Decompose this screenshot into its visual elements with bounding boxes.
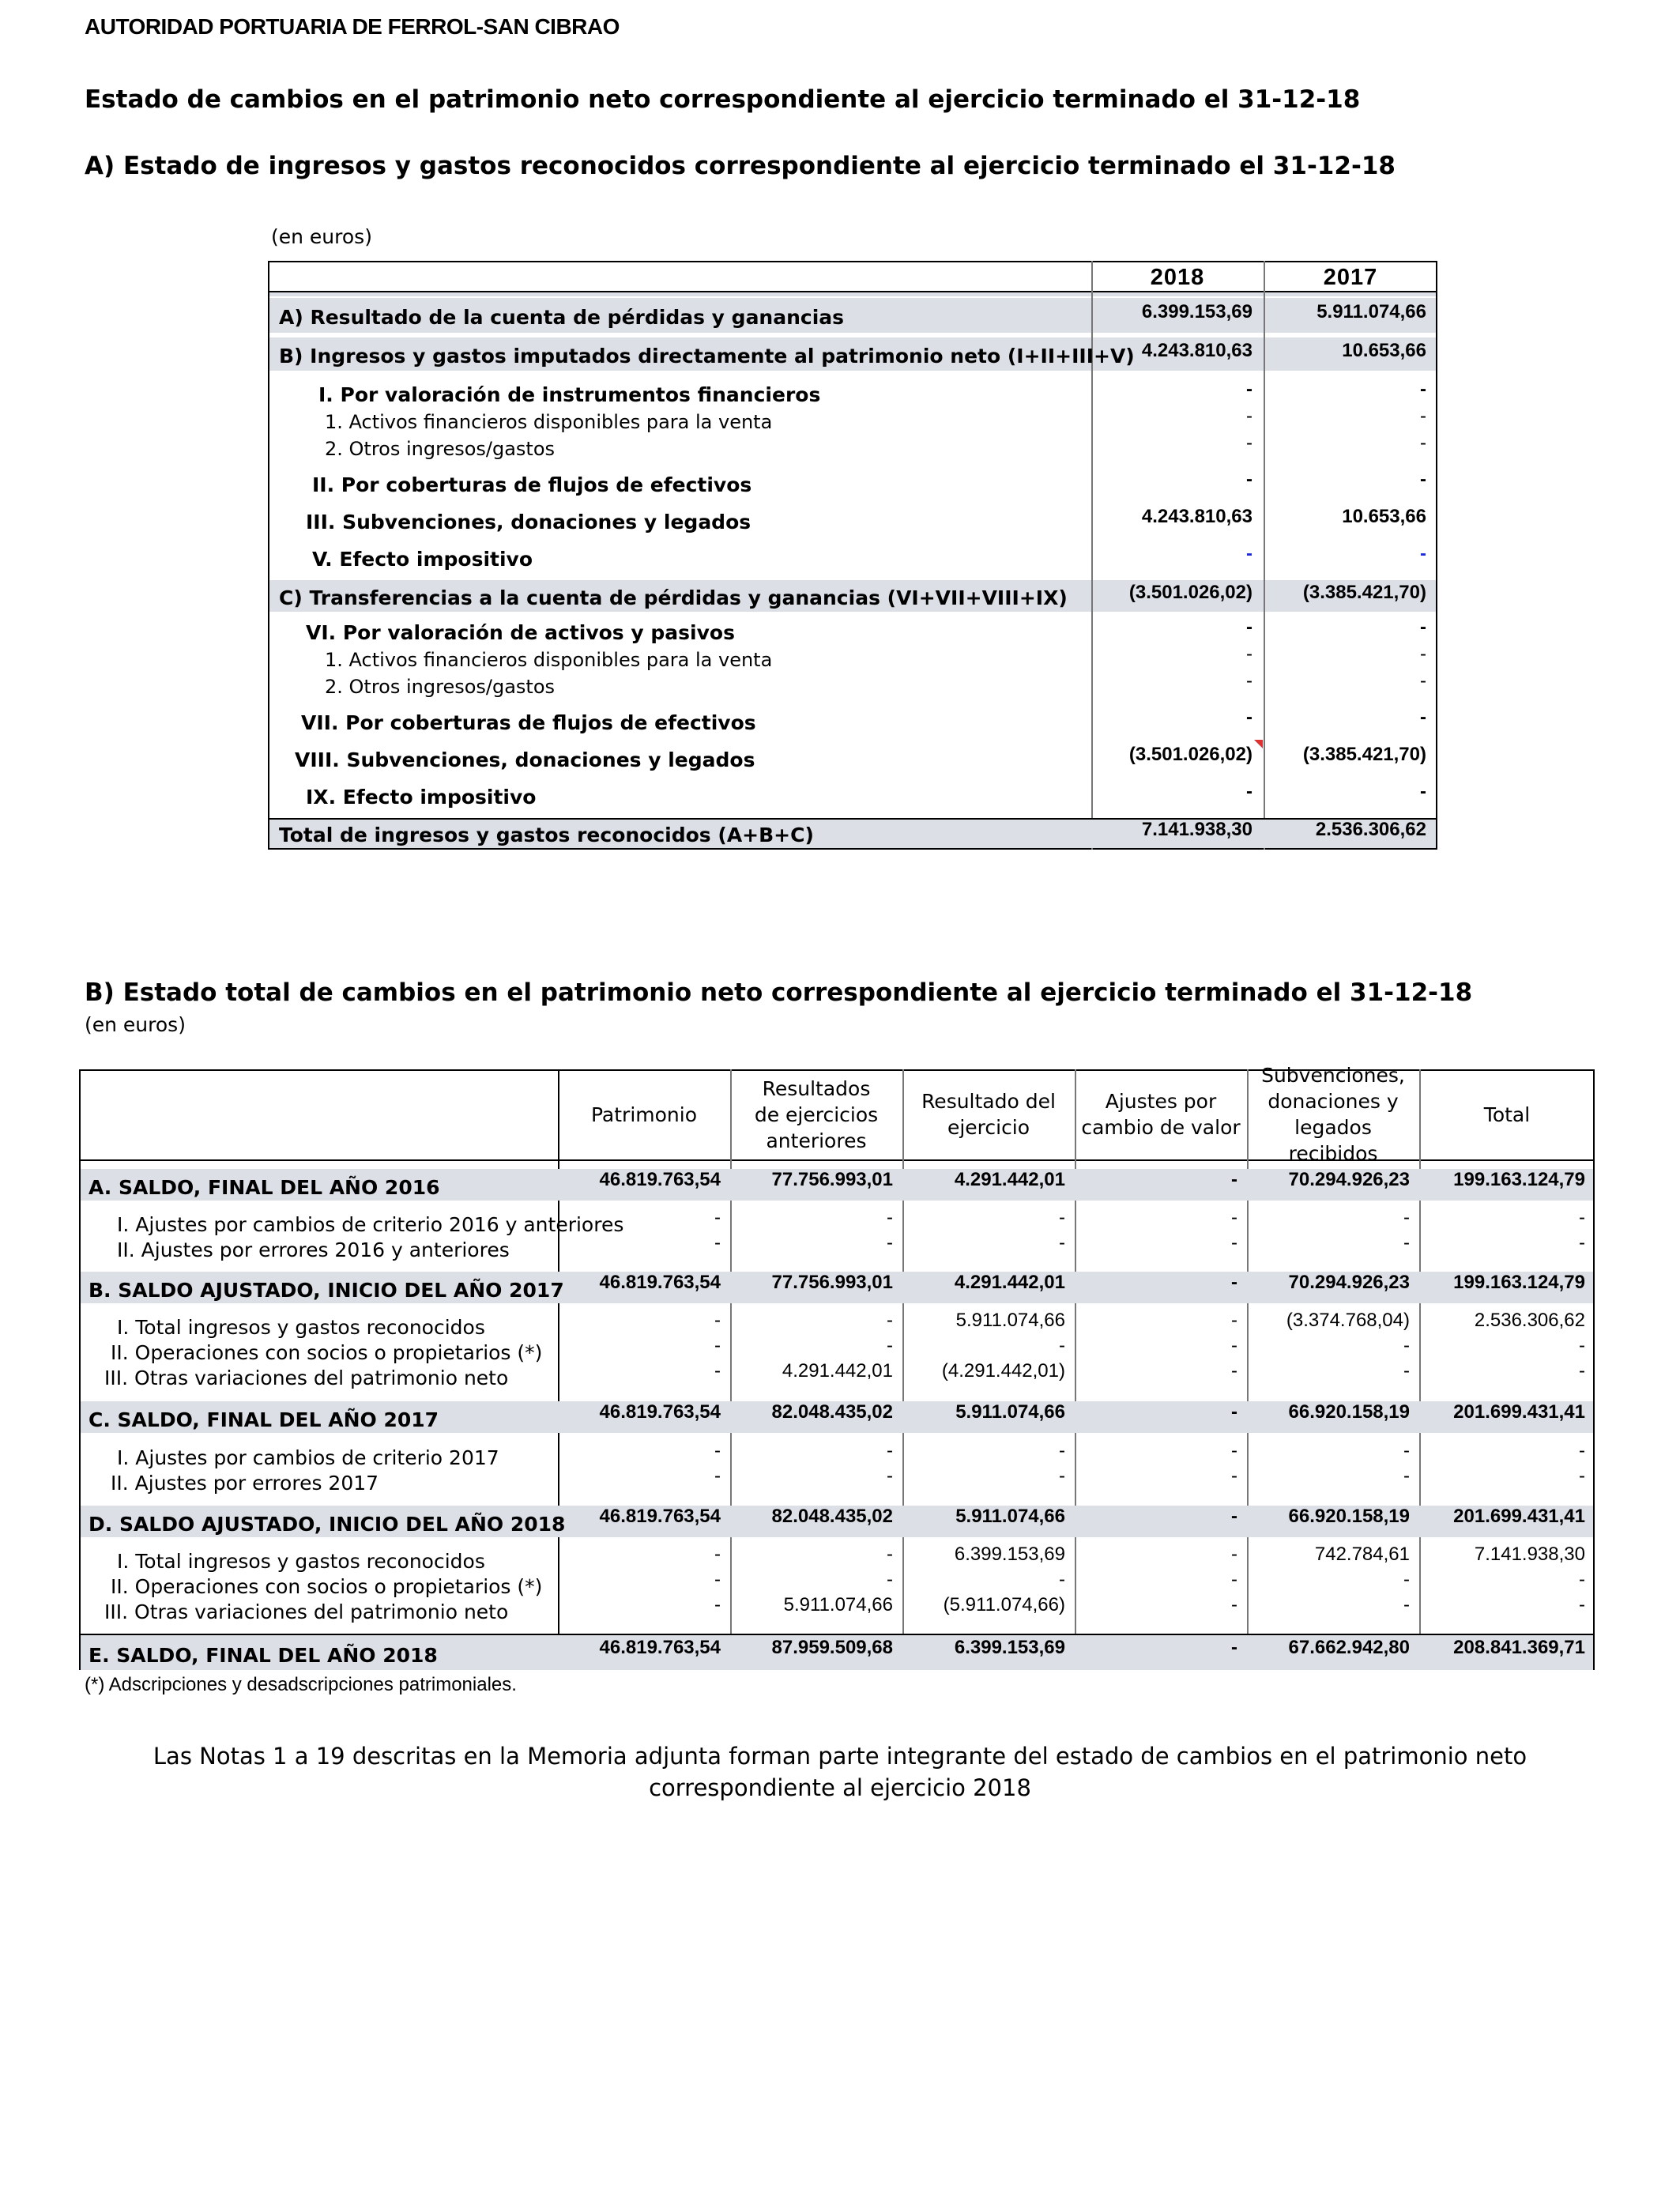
column-header xyxy=(558,1069,730,1159)
table-b-row-label: I. Ajustes por cambios de criterio 2017 xyxy=(117,1446,499,1469)
table-b-row-label: C. SALDO, FINAL DEL AÑO 2017 xyxy=(89,1408,439,1431)
table-b-cell: 5.911.074,66 xyxy=(783,1594,893,1615)
table-b-cell: - xyxy=(714,1310,721,1331)
table-b-row-label: I. Total ingresos y gastos reconocidos xyxy=(117,1550,485,1573)
table-a-value-2017: - xyxy=(1420,405,1426,427)
table-b-cell: 46.819.763,54 xyxy=(599,1637,721,1658)
column-header-line: anteriores xyxy=(766,1129,867,1152)
table-b-cell: 70.294.926,23 xyxy=(1288,1272,1410,1293)
table-b-cell: - xyxy=(1231,1232,1237,1253)
table-b-cell: - xyxy=(1231,1440,1237,1461)
column-header-line: cambio de valor xyxy=(1081,1116,1241,1139)
table-a-row-label: C) Transferencias a la cuenta de pérdidas y ganancias (VI+VII+VIII+IX) xyxy=(279,586,1068,609)
table-b-cell: 742.784,61 xyxy=(1314,1544,1410,1565)
table-b-row-label: II. Ajustes por errores 2017 xyxy=(111,1472,379,1495)
year-2018-header: 2018 xyxy=(1150,265,1205,290)
table-b-cell: - xyxy=(1579,1335,1585,1356)
table-b-row-label: D. SALDO AJUSTADO, INICIO DEL AÑO 2018 xyxy=(89,1513,566,1536)
table-b-cell: - xyxy=(1579,1569,1585,1590)
table-b-cell: - xyxy=(1231,1310,1237,1331)
table-b-cell: - xyxy=(1059,1335,1065,1356)
column-header xyxy=(902,1069,1075,1159)
table-a-value-2017: 10.653,66 xyxy=(1342,506,1426,527)
table-b-cell: - xyxy=(887,1335,893,1356)
column-header-line: ejercicio xyxy=(947,1116,1030,1139)
table-b-cell: (3.374.768,04) xyxy=(1286,1310,1410,1331)
table-b-cell: 6.399.153,69 xyxy=(954,1637,1065,1658)
table-b-cell: 46.819.763,54 xyxy=(599,1169,721,1190)
table-b-cell: (5.911.074,66) xyxy=(943,1594,1065,1615)
table-a-value-2017: - xyxy=(1420,543,1426,564)
table-b-cell: - xyxy=(714,1360,721,1382)
table-a-value-2018: - xyxy=(1246,707,1252,728)
table-a-row-label: A) Resultado de la cuenta de pérdidas y ganancias xyxy=(279,306,845,329)
table-b-cell: - xyxy=(887,1465,893,1487)
table-b-cell: 201.699.431,41 xyxy=(1453,1506,1585,1527)
table-b-cell: 5.911.074,66 xyxy=(955,1310,1065,1331)
table-b-cell: - xyxy=(1231,1544,1237,1565)
table-a-row-label: II. Por coberturas de flujos de efectivos xyxy=(312,473,752,496)
table-b-cell: 5.911.074,66 xyxy=(955,1506,1065,1527)
table-b-cell: 77.756.993,01 xyxy=(771,1272,893,1293)
table-b-cell: - xyxy=(1231,1335,1237,1356)
year-2017-header: 2017 xyxy=(1323,265,1378,290)
table-a-value-2017: - xyxy=(1420,379,1426,400)
table-b-row-label: E. SALDO, FINAL DEL AÑO 2018 xyxy=(89,1644,438,1667)
table-b-cell: - xyxy=(1059,1207,1065,1228)
column-header xyxy=(1075,1069,1247,1159)
table-a-value-2017: (3.385.421,70) xyxy=(1302,582,1426,603)
table-a-value-2017: - xyxy=(1420,469,1426,490)
unit-label-b: (en euros) xyxy=(85,1013,186,1036)
closing-note: Las Notas 1 a 19 descritas en la Memoria adjunta forman parte integrante del estado de cambios en el patrimonio neto correspondiente al ejercicio 2018 xyxy=(153,1743,1527,1801)
table-a-value-2018: (3.501.026,02) xyxy=(1128,744,1252,765)
table-b-cell: - xyxy=(1231,1637,1237,1658)
table-equity-changes xyxy=(79,1064,1595,1670)
comment-marker-icon[interactable] xyxy=(1254,740,1263,748)
table-a-row-label: I. Por valoración de instrumentos financieros xyxy=(318,383,821,406)
column-header-line: donaciones y xyxy=(1268,1090,1399,1113)
table-b-row-label: A. SALDO, FINAL DEL AÑO 2016 xyxy=(89,1176,440,1199)
table-b-cell: - xyxy=(1059,1232,1065,1253)
column-header-line: Total xyxy=(1483,1103,1531,1126)
table-b-cell: - xyxy=(1403,1594,1410,1615)
table-a-value-2017: 5.911.074,66 xyxy=(1317,301,1426,322)
table-b-cell: 6.399.153,69 xyxy=(954,1544,1065,1565)
column-header-line: Resultado del xyxy=(921,1090,1056,1113)
column-header-line: Patrimonio xyxy=(590,1103,698,1126)
table-b-cell: 82.048.435,02 xyxy=(771,1506,893,1527)
table-a-row-label: VIII. Subvenciones, donaciones y legados xyxy=(295,748,755,771)
table-a-value-2017: - xyxy=(1420,432,1426,454)
table-b-cell: 4.291.442,01 xyxy=(782,1360,893,1382)
column-header-line: de ejercicios xyxy=(754,1103,879,1126)
table-b-cell: - xyxy=(887,1544,893,1565)
table-b-cell: - xyxy=(714,1207,721,1228)
table-a-value-2018: - xyxy=(1246,405,1252,427)
table-b-cell: - xyxy=(1403,1232,1410,1253)
table-income-expenses xyxy=(268,261,1437,850)
table-b-cell: - xyxy=(1059,1465,1065,1487)
table-b-cell: 46.819.763,54 xyxy=(599,1506,721,1527)
table-b-cell: - xyxy=(1231,1506,1237,1527)
table-a-value-2017: 10.653,66 xyxy=(1342,340,1426,361)
table-b-cell: - xyxy=(714,1544,721,1565)
table-b-cell: - xyxy=(1403,1207,1410,1228)
table-a-value-2018: 6.399.153,69 xyxy=(1141,301,1252,322)
table-a-row-label: VI. Por valoración de activos y pasivos xyxy=(306,621,735,644)
column-header xyxy=(1247,1064,1419,1165)
table-b-cell: - xyxy=(1403,1335,1410,1356)
table-b-cell: - xyxy=(887,1232,893,1253)
table-b-cell: - xyxy=(1231,1594,1237,1615)
table-b-row-label: I. Ajustes por cambios de criterio 2016 y anteriores xyxy=(117,1213,624,1236)
table-a-value-2018: - xyxy=(1246,379,1252,400)
table-b-cell: - xyxy=(1403,1440,1410,1461)
table-b-cell: - xyxy=(887,1207,893,1228)
table-a-value-2018: - xyxy=(1246,670,1252,692)
table-b-cell: - xyxy=(714,1440,721,1461)
column-header xyxy=(730,1069,902,1159)
table-a-row-label: IX. Efecto impositivo xyxy=(306,786,537,809)
table-a-value-2018: 4.243.810,63 xyxy=(1141,506,1252,527)
table-b-row-label: II. Operaciones con socios o propietarios (*) xyxy=(111,1575,543,1598)
table-b-cell: (4.291.442,01) xyxy=(941,1360,1065,1382)
table-b-cell: 7.141.938,30 xyxy=(1474,1544,1585,1565)
table-b-cell: 5.911.074,66 xyxy=(955,1401,1065,1423)
table-b-cell: - xyxy=(1403,1360,1410,1382)
column-header-line: Ajustes por xyxy=(1105,1090,1217,1113)
table-b-cell: 46.819.763,54 xyxy=(599,1401,721,1423)
table-b-row-label: I. Total ingresos y gastos reconocidos xyxy=(117,1316,485,1339)
table-a-value-2017: (3.385.421,70) xyxy=(1302,744,1426,765)
table-a-value-2017: - xyxy=(1420,781,1426,802)
table-b-cell: - xyxy=(1231,1272,1237,1293)
table-a-value-2018: (3.501.026,02) xyxy=(1128,582,1252,603)
table-b-cell: - xyxy=(1059,1440,1065,1461)
section-b-title: B) Estado total de cambios en el patrimonio neto correspondiente al ejercicio terminado el 31-12-18 xyxy=(85,978,1473,1007)
table-b-cell: 66.920.158,19 xyxy=(1288,1506,1410,1527)
table-b-cell: - xyxy=(1403,1465,1410,1487)
table-b-cell: - xyxy=(714,1465,721,1487)
table-b-cell: - xyxy=(714,1594,721,1615)
table-b-cell: 67.662.942,80 xyxy=(1288,1637,1410,1658)
table-b-cell: - xyxy=(1579,1594,1585,1615)
table-b-cell: 87.959.509,68 xyxy=(771,1637,893,1658)
table-a-value-2018: - xyxy=(1246,469,1252,490)
table-a-value-2018: - xyxy=(1246,781,1252,802)
table-a-row-label: III. Subvenciones, donaciones y legados xyxy=(306,511,751,533)
table-b-cell: - xyxy=(1231,1360,1237,1382)
table-b-cell: 66.920.158,19 xyxy=(1288,1401,1410,1423)
table-b-cell: - xyxy=(1579,1440,1585,1461)
table-b-cell: 77.756.993,01 xyxy=(771,1169,893,1190)
table-b-cell: - xyxy=(1231,1169,1237,1190)
table-b-cell: - xyxy=(1579,1360,1585,1382)
table-a-value-2017: - xyxy=(1420,643,1426,665)
table-a-value-2017: - xyxy=(1420,616,1426,638)
table-b-cell: - xyxy=(1231,1569,1237,1590)
table-a-value-2017: - xyxy=(1420,707,1426,728)
table-b-cell: 82.048.435,02 xyxy=(771,1401,893,1423)
table-b-cell: - xyxy=(887,1440,893,1461)
column-header xyxy=(1419,1069,1595,1159)
table-b-cell: 4.291.442,01 xyxy=(954,1272,1065,1293)
table-a-value-2017: 2.536.306,62 xyxy=(1315,819,1426,840)
table-b-cell: - xyxy=(1579,1207,1585,1228)
table-a-row-label: 1. Activos financieros disponibles para la venta xyxy=(325,649,773,671)
table-b-cell: 70.294.926,23 xyxy=(1288,1169,1410,1190)
table-b-cell: 199.163.124,79 xyxy=(1453,1272,1585,1293)
unit-label-a: (en euros) xyxy=(271,225,372,248)
table-b-cell: 208.841.369,71 xyxy=(1453,1637,1585,1658)
table-b-cell: - xyxy=(1231,1401,1237,1423)
table-b-cell: 201.699.431,41 xyxy=(1453,1401,1585,1423)
table-a-row-label: Total de ingresos y gastos reconocidos (A+B+C) xyxy=(279,824,814,846)
table-b-row-label: III. Otras variaciones del patrimonio neto xyxy=(104,1367,509,1389)
column-header-line: Subvenciones, xyxy=(1261,1064,1405,1087)
table-b-cell: 2.536.306,62 xyxy=(1474,1310,1585,1331)
table-a-value-2018: 7.141.938,30 xyxy=(1141,819,1252,840)
table-b-cell: 4.291.442,01 xyxy=(954,1169,1065,1190)
table-b-row-label: II. Ajustes por errores 2016 y anteriores xyxy=(117,1238,510,1261)
table-b-cell: - xyxy=(1579,1232,1585,1253)
table-a-value-2018: - xyxy=(1246,543,1252,564)
table-a-row-label: B) Ingresos y gastos imputados directamente al patrimonio neto (I+II+III+V) xyxy=(279,345,1135,368)
table-a-row-label: 2. Otros ingresos/gastos xyxy=(325,676,556,698)
table-b-cell: 46.819.763,54 xyxy=(599,1272,721,1293)
table-b-cell: - xyxy=(1403,1569,1410,1590)
table-b-cell: - xyxy=(1059,1569,1065,1590)
table-a-row-label: V. Efecto impositivo xyxy=(312,548,533,571)
table-a-row-label: 1. Activos financieros disponibles para la venta xyxy=(325,411,773,433)
table-b-cell: - xyxy=(1231,1207,1237,1228)
table-a-row-label: 2. Otros ingresos/gastos xyxy=(325,438,556,460)
table-a-value-2018: - xyxy=(1246,432,1252,454)
table-b-row-label: II. Operaciones con socios o propietarios (*) xyxy=(111,1341,543,1364)
table-a-value-2018: 4.243.810,63 xyxy=(1141,340,1252,361)
table-b-row-label: III. Otras variaciones del patrimonio neto xyxy=(104,1600,509,1623)
table-b-cell: - xyxy=(1231,1465,1237,1487)
table-a-value-2017: - xyxy=(1420,670,1426,692)
table-b-cell: - xyxy=(714,1569,721,1590)
column-header-line: legados recibidos xyxy=(1288,1116,1378,1165)
table-b-cell: - xyxy=(887,1569,893,1590)
table-b-cell: - xyxy=(1579,1465,1585,1487)
table-a-value-2018: - xyxy=(1246,616,1252,638)
footnote: (*) Adscripciones y desadscripciones patrimoniales. xyxy=(85,1674,517,1695)
table-b-row-label: B. SALDO AJUSTADO, INICIO DEL AÑO 2017 xyxy=(89,1279,564,1302)
table-a-value-2018: - xyxy=(1246,643,1252,665)
organization-name: AUTORIDAD PORTUARIA DE FERROL-SAN CIBRAO xyxy=(85,14,620,39)
table-b-cell: - xyxy=(887,1310,893,1331)
table-b-cell: - xyxy=(714,1335,721,1356)
document-title: Estado de cambios en el patrimonio neto correspondiente al ejercicio terminado el 31-12-18 xyxy=(85,85,1361,114)
table-a-row-label: VII. Por coberturas de flujos de efectivos xyxy=(301,711,756,734)
section-a-title: A) Estado de ingresos y gastos reconocidos correspondiente al ejercicio terminado el 31-12-18 xyxy=(85,152,1396,180)
column-header-line: Resultados xyxy=(762,1076,871,1100)
table-b-cell: - xyxy=(714,1232,721,1253)
table-b-cell: 199.163.124,79 xyxy=(1453,1169,1585,1190)
